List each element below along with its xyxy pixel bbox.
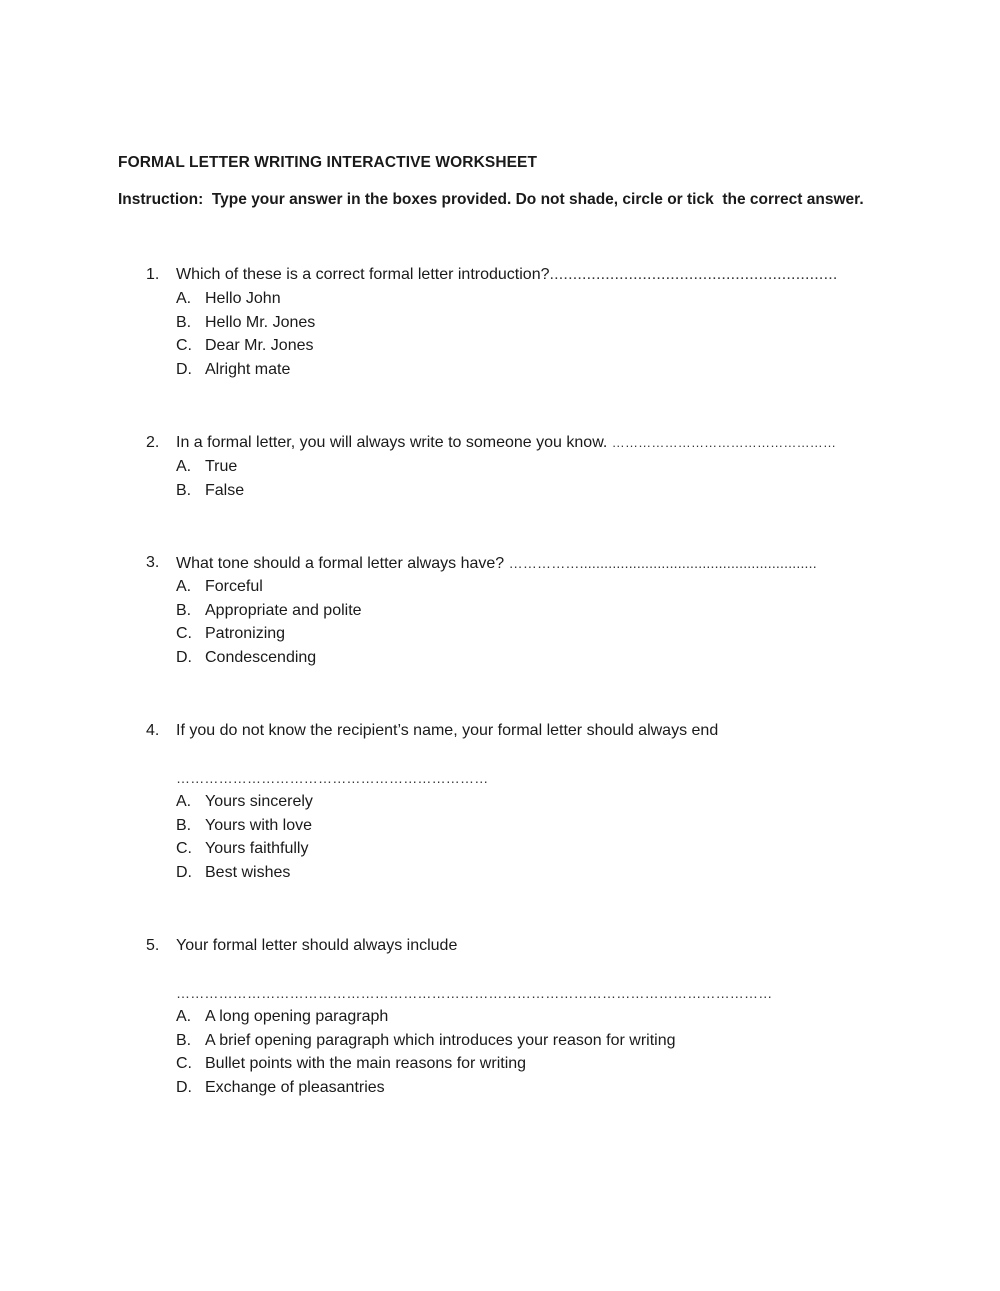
option-text: Best wishes: [205, 864, 291, 882]
question-2-answer-blank[interactable]: ……………………………………………: [611, 435, 837, 450]
option-text: Patronizing: [205, 625, 286, 643]
question-2-number: 2.: [146, 434, 160, 451]
option-letter: A.: [176, 290, 192, 307]
option-text: Yours faithfully: [205, 840, 309, 858]
option-text: Bullet points with the main reasons for writing: [205, 1055, 527, 1073]
option-letter: C.: [176, 625, 192, 643]
option-text: Hello Mr. Jones: [205, 313, 316, 331]
option-letter: A.: [176, 578, 192, 595]
question-2-prompt: In a formal letter, you will always write to someone you know.: [176, 434, 608, 451]
option-letter: C.: [176, 1055, 192, 1073]
question-3-number: 3.: [146, 554, 160, 571]
option-text: Exchange of pleasantries: [205, 1079, 385, 1097]
option-letter: C.: [176, 840, 192, 858]
option-text: Yours with love: [205, 816, 313, 834]
question-1-answer-blank[interactable]: ..............................................................: [549, 266, 838, 283]
option-text: Hello John: [205, 290, 281, 307]
question-1-line: [146, 263, 906, 287]
question-4-prompt: If you do not know the recipient’s name, your formal letter should always end: [176, 722, 719, 739]
option-text: Appropriate and polite: [205, 601, 362, 619]
question-3: [146, 551, 906, 667]
option-text: True: [205, 458, 238, 475]
option-letter: D.: [176, 649, 192, 667]
question-2-text: [176, 431, 836, 455]
question-2: [146, 431, 906, 499]
option-text: Condescending: [205, 649, 317, 667]
option-text: A brief opening paragraph which introduces your reason for writing: [205, 1031, 676, 1049]
option-text: Yours sincerely: [205, 793, 313, 810]
question-1-prompt: Which of these is a correct formal letter introduction?: [176, 266, 550, 283]
option-text: False: [205, 481, 245, 499]
option-text: Alright mate: [205, 361, 291, 379]
question-5-prompt: Your formal letter should always include: [176, 937, 458, 954]
option-letter: A.: [176, 458, 192, 475]
question-3-prompt: What tone should a formal letter always have?: [176, 555, 505, 572]
worksheet-instruction: Instruction: Type your answer in the boxes provided. Do not shade, circle or tick the correct answer.: [118, 191, 864, 208]
question-1-number: 1.: [146, 266, 160, 283]
question-5-answer-blank[interactable]: ………………………………………………………………………………………………………………: [176, 985, 773, 1001]
option-letter: D.: [176, 864, 192, 882]
option-letter: C.: [176, 337, 192, 355]
question-5-line: [146, 934, 906, 958]
option-letter: B.: [176, 601, 192, 619]
option-letter: B.: [176, 481, 192, 499]
question-5-number: 5.: [146, 937, 160, 954]
option-text: A long opening paragraph: [205, 1008, 389, 1025]
option-letter: A.: [176, 1008, 192, 1025]
question-4-number: 4.: [146, 722, 160, 739]
question-4: [146, 719, 906, 882]
question-5: [146, 934, 906, 1097]
option-letter: B.: [176, 313, 192, 331]
question-2-line: [146, 431, 906, 455]
option-text: Forceful: [205, 578, 263, 595]
option-letter: D.: [176, 1079, 192, 1097]
option-letter: B.: [176, 816, 192, 834]
question-4-line: [146, 719, 906, 743]
question-1-text: [176, 263, 838, 287]
question-3-text: [176, 551, 817, 576]
question-3-answer-blank[interactable]: ……………..........................................................: [508, 555, 817, 571]
option-text: Dear Mr. Jones: [205, 337, 314, 355]
worksheet-title: FORMAL LETTER WRITING INTERACTIVE WORKSHEET: [118, 154, 538, 171]
option-letter: D.: [176, 361, 192, 379]
option-letter: A.: [176, 793, 192, 810]
question-1: [146, 263, 906, 379]
question-4-answer-blank[interactable]: …………………………………………………………: [176, 770, 489, 786]
question-3-line: [146, 551, 906, 575]
option-letter: B.: [176, 1031, 192, 1049]
